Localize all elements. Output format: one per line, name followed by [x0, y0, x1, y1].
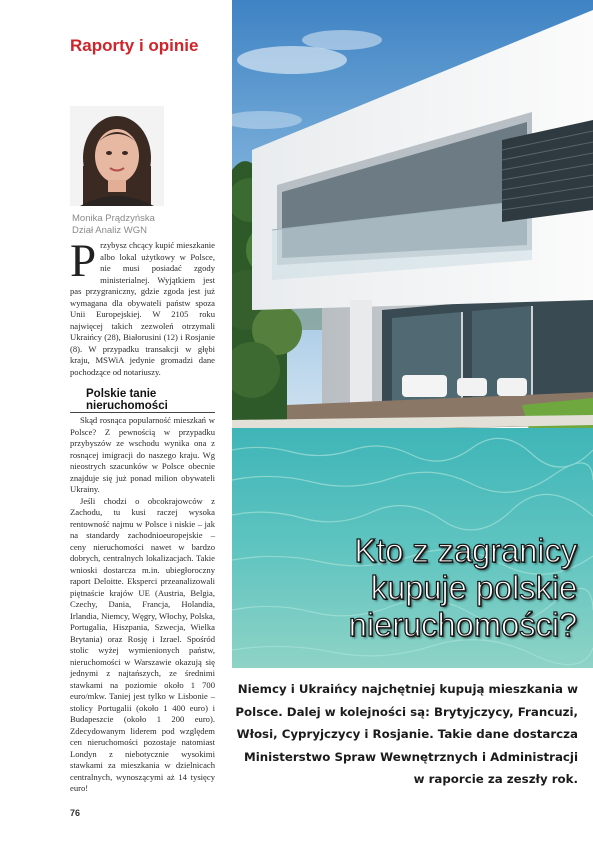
subheading-rule [70, 412, 215, 413]
author-department: Dział Analiz WGN [72, 225, 147, 236]
subheading [86, 388, 168, 412]
headline-line-1: Kto z zagranicy [354, 532, 577, 569]
page-number: 76 [70, 808, 81, 818]
subheading-line-1: Polskie tanie [86, 388, 157, 400]
author-byline [72, 213, 155, 237]
subheading-line-2: nieruchomości [86, 400, 168, 412]
headline-line-3: nieruchomości? [348, 606, 577, 643]
author-photo [70, 106, 164, 206]
body-text [70, 415, 215, 795]
dropcap: P [70, 235, 97, 287]
body-paragraph-1: Skąd rosnąca popularność mieszkań w Polsce? Z pewnością w przypadku przybyszów ze wschodu wynika ona z rosnącej imigracji do naszego kraju. Wg nieostrych szacunków w Polsce obecnie znajduje się już ponad milion obywateli Ukrainy. [70, 415, 215, 494]
lead-paragraph: Niemcy i Ukraińcy najchętniej kupują mieszkania w Polsce. Dalej w kolejności są: Brytyjczycy, Francuzi, Włosi, Cypryjczycy i Rosjanie. Takie dane dostarcza Ministerstwo Spraw Wewnętrznych i Administracji w raporcie za zeszły rok. [235, 682, 578, 786]
headline-line-2: kupuje polskie [370, 569, 577, 606]
headline [237, 532, 577, 643]
section-title: Raporty i opinie [70, 36, 199, 55]
intro-paragraph [70, 235, 215, 378]
body-paragraph-2: Jeśli chodzi o obcokrajowców z Zachodu, tu kusi raczej wysoka rentowność najmu w Polsce i niskie – jak na standardy zachodnioeuropejskie – ceny nieruchomości nawet w bardzo dobrych, centralnych lokalizacjach. Takie wnioski dostarcza m.in. ubiegłoroczny raport Deloitte. Eksperci przeanalizowali piętnaście krajów UE (Austria, Belgia, Czechy, Dania, Francja, Holandia, Irlandia, Niemcy, Węgry, Włochy, Polska, Portugalia, Hiszpania, Szwecja, Wielka Brytania) oraz Rosję i Izrael. Spośród stolic wyżej wymienionych państw, nieruchomości w Warszawie okazują się jednymi z najtańszych, ze średnimi stawkami na poziomie około 1 700 euro/mkw. Taniej jest tylko w Lisbonie – stolicy Portugalii (około 1 400 euro) i Budapeszcie (około 1 200 euro). Zdecydowanym liderem pod względem cen nieruchomości pozostaje natomiast Londyn z niebotycznie wysokimi stawkami za mieszkania w dzielnicach centralnych, wynoszącymi aż 14 tysięcy euro! [70, 495, 215, 793]
intro-text: rzybysz chcący kupić mieszkanie albo lokal użytkowy w Polsce, nie musi posiadać zgody ministerialnej. Wyjątkiem jest pas przygraniczny, gdzie zgoda jest już wymagana dla obywateli państw spoza Unii Europejskiej. W 2105 roku najwięcej takich zezwoleń otrzymali Ukraińcy (28), Białorusini (12) i Rosjanie (8). W przypadku transakcji w głębi kraju, MSWiA jedynie gromadzi dane pochodzące od notariuszy. [70, 240, 215, 377]
author-name: Monika Prądzyńska [72, 213, 155, 224]
